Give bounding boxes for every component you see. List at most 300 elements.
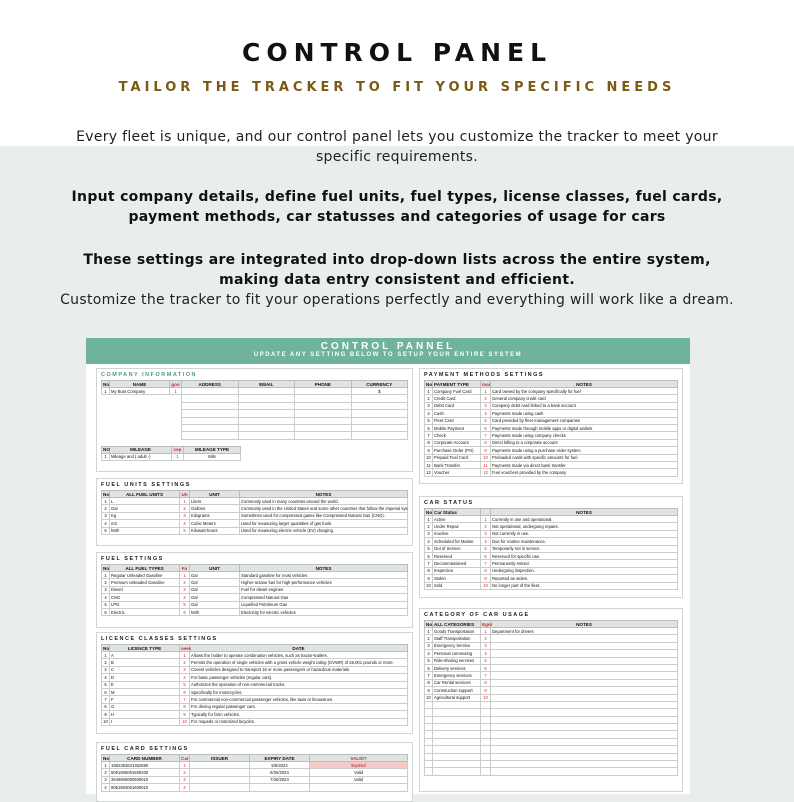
payment-methods-section bbox=[419, 368, 683, 484]
col-header: CURRENCY bbox=[351, 381, 408, 388]
table-row[interactable] bbox=[425, 694, 678, 701]
col-header: UNIT bbox=[190, 565, 240, 572]
table-cell: 6 bbox=[481, 424, 491, 431]
empty-row bbox=[425, 709, 678, 716]
table-cell bbox=[310, 784, 408, 791]
table-cell: Temporarily not in service. bbox=[491, 545, 678, 552]
table-cell: 5061605061508330 bbox=[110, 769, 180, 776]
table-cell: Agricultural support bbox=[433, 694, 481, 701]
licence-classes-section bbox=[96, 632, 413, 734]
col-header: Un bbox=[181, 491, 188, 497]
table-cell: Valid bbox=[310, 776, 408, 783]
table-cell: 8 bbox=[425, 567, 433, 574]
table-cell: 7 bbox=[425, 432, 433, 439]
payment-table bbox=[424, 380, 678, 477]
table-row[interactable] bbox=[425, 410, 678, 417]
col-header: LICENCE TYPE bbox=[110, 645, 180, 652]
table-cell bbox=[190, 776, 250, 783]
table-cell bbox=[481, 731, 491, 738]
col-header: Egor bbox=[482, 621, 493, 627]
table-cell: 10 bbox=[180, 718, 190, 725]
table-cell: 3 bbox=[425, 642, 433, 649]
empty-row bbox=[425, 731, 678, 738]
table-cell: Reserved for specific use. bbox=[491, 552, 678, 559]
table-cell: 4 bbox=[481, 538, 491, 545]
table-cell: 10 bbox=[481, 582, 491, 589]
table-cell: 1 bbox=[180, 652, 190, 659]
table-row[interactable] bbox=[425, 582, 678, 589]
table-cell: Company Fuel Card bbox=[433, 388, 481, 395]
table-cell bbox=[491, 731, 678, 738]
company-section bbox=[96, 368, 413, 472]
table-row[interactable] bbox=[425, 552, 678, 559]
table-cell: Payments made using a purchase order system bbox=[491, 447, 678, 454]
table-row[interactable] bbox=[102, 769, 408, 776]
table-cell: 2 bbox=[180, 505, 190, 512]
table-row[interactable] bbox=[102, 453, 241, 460]
table-cell: Typically for farm vehicles. bbox=[190, 711, 408, 718]
description-integration: These settings are integrated into drop-down lists across the entire system, making data entry consistent and efficient. bbox=[83, 252, 711, 288]
table-cell bbox=[481, 724, 491, 731]
empty-row bbox=[425, 738, 678, 745]
table-row[interactable] bbox=[425, 687, 678, 694]
table-cell: Undergoing inspection. bbox=[491, 567, 678, 574]
table-row[interactable] bbox=[102, 594, 408, 601]
table-cell bbox=[491, 642, 678, 649]
table-cell: Payments made through mobile apps or digital wallets bbox=[491, 424, 678, 431]
table-cell bbox=[425, 731, 433, 738]
header-area bbox=[0, 0, 794, 146]
table-cell bbox=[433, 731, 481, 738]
section-title: FUEL UNITS SETTINGS bbox=[101, 482, 191, 488]
table-cell: Ride-sharing services bbox=[433, 657, 481, 664]
table-cell: 2 bbox=[425, 523, 433, 530]
table-cell: Card provided by fleet management companies bbox=[491, 417, 678, 424]
table-cell: 5 bbox=[481, 657, 491, 664]
table-row[interactable] bbox=[425, 650, 678, 657]
table-cell: L bbox=[110, 498, 180, 505]
table-cell bbox=[481, 746, 491, 753]
table-row[interactable] bbox=[102, 388, 408, 395]
table-row[interactable] bbox=[102, 762, 408, 769]
table-cell: 7 bbox=[481, 432, 491, 439]
table-row[interactable] bbox=[425, 516, 678, 523]
table-cell: 3 bbox=[180, 666, 190, 673]
table-row[interactable] bbox=[425, 575, 678, 582]
col-header: NOTES bbox=[491, 621, 678, 628]
col-header: NAME bbox=[110, 381, 170, 388]
table-cell bbox=[433, 738, 481, 745]
cell: Mils bbox=[184, 453, 241, 460]
table-cell bbox=[425, 738, 433, 745]
table-row[interactable] bbox=[425, 454, 678, 461]
table-row[interactable] bbox=[425, 461, 678, 468]
table-cell: Construction support bbox=[433, 687, 481, 694]
table-cell: 2 bbox=[180, 579, 190, 586]
table-row[interactable] bbox=[102, 579, 408, 586]
table-cell: G bbox=[110, 703, 180, 710]
table-cell: 9 bbox=[481, 447, 491, 454]
table-row[interactable] bbox=[425, 424, 678, 431]
table-cell: Emergency Service bbox=[433, 642, 481, 649]
table-cell: 8061603061608010 bbox=[110, 784, 180, 791]
control-panel-preview bbox=[86, 338, 690, 794]
table-cell: Goods Transportation bbox=[433, 628, 481, 635]
table-cell: 1 bbox=[180, 572, 190, 579]
section-title: FUEL CARD SETTINGS bbox=[101, 746, 189, 752]
table-cell: 10 bbox=[481, 454, 491, 461]
table-cell bbox=[481, 753, 491, 760]
table-cell: Diesel bbox=[110, 586, 180, 593]
table-cell: Card owned by the company specifically for fuel bbox=[491, 388, 678, 395]
table-cell: 8 bbox=[481, 679, 491, 686]
table-cell: Cash bbox=[433, 410, 481, 417]
col-header: No bbox=[103, 381, 110, 387]
table-cell: 2 bbox=[481, 635, 491, 642]
table-row[interactable] bbox=[425, 664, 678, 671]
table-row[interactable] bbox=[425, 432, 678, 439]
table-cell: 3 bbox=[180, 512, 190, 519]
table-cell: 12 bbox=[426, 469, 431, 475]
table-cell bbox=[491, 694, 678, 701]
table-cell bbox=[433, 761, 481, 768]
table-row[interactable] bbox=[102, 520, 408, 527]
table-cell: Scheduled for Mainte bbox=[433, 538, 481, 545]
table-cell bbox=[481, 768, 491, 775]
table-cell: 4 bbox=[180, 784, 190, 791]
table-cell: F bbox=[110, 696, 180, 703]
table-cell: Kilowatt-hours bbox=[190, 527, 240, 534]
table-cell: 4 bbox=[425, 538, 433, 545]
table-cell: No longer part of the fleet. bbox=[491, 582, 678, 589]
table-cell: Reported as stolen. bbox=[491, 575, 678, 582]
table-cell: 3 bbox=[180, 776, 190, 783]
table-row[interactable] bbox=[425, 679, 678, 686]
table-cell: 6 bbox=[425, 664, 433, 671]
table-cell: 2 bbox=[102, 505, 110, 512]
table-cell: Staff Transportation bbox=[433, 635, 481, 642]
table-cell: 9 bbox=[425, 575, 433, 582]
table-cell bbox=[481, 716, 491, 723]
table-cell: Not operational, undergoing repairs. bbox=[491, 523, 678, 530]
table-cell: 12 bbox=[481, 469, 491, 476]
table-cell: 11 bbox=[481, 461, 491, 468]
table-cell bbox=[250, 784, 310, 791]
table-cell: H bbox=[110, 711, 180, 718]
table-row[interactable] bbox=[102, 527, 408, 534]
table-cell: Liquefied Petroleum Gas bbox=[240, 601, 408, 608]
table-cell: Emergency services bbox=[433, 672, 481, 679]
table-cell: 6 bbox=[425, 424, 433, 431]
table-cell: Preloaded cards with specific amounts for fuel bbox=[491, 454, 678, 461]
table-row[interactable] bbox=[425, 657, 678, 664]
table-cell bbox=[433, 768, 481, 775]
col-header: Car Status bbox=[433, 509, 481, 516]
table-cell bbox=[491, 701, 678, 708]
table-cell: Covers vehicles designed to transport 16 or more passengers or hazardous materials. bbox=[190, 666, 408, 673]
col-header: DATE bbox=[190, 645, 408, 652]
table-row[interactable] bbox=[102, 718, 408, 725]
table-cell: 9 bbox=[425, 447, 433, 454]
cell bbox=[295, 388, 352, 395]
fuel-settings-section bbox=[96, 552, 413, 628]
table-cell: 3546605060508010 bbox=[110, 776, 180, 783]
table-cell: 1 bbox=[102, 572, 110, 579]
table-cell: 6/25/2024 bbox=[250, 769, 310, 776]
table-cell bbox=[425, 724, 433, 731]
table-row[interactable] bbox=[102, 703, 408, 710]
col-header: No bbox=[103, 755, 110, 761]
section-title: COMPANY INFORMATION bbox=[101, 372, 198, 378]
table-cell: B bbox=[110, 659, 180, 666]
description-intro: Every fleet is unique, and our control panel lets you customize the tracker to meet your specific requirements. bbox=[76, 129, 718, 165]
table-cell bbox=[491, 657, 678, 664]
table-row[interactable] bbox=[102, 681, 408, 688]
table-cell bbox=[425, 716, 433, 723]
table-cell: 3 bbox=[425, 402, 433, 409]
table-row[interactable] bbox=[102, 505, 408, 512]
cell: 1 bbox=[102, 388, 110, 395]
table-cell: 7/30/2024 bbox=[250, 776, 310, 783]
table-cell: 4 bbox=[180, 594, 190, 601]
table-cell: 4 bbox=[102, 520, 110, 527]
cell bbox=[182, 388, 239, 395]
table-row[interactable] bbox=[102, 659, 408, 666]
page-title: CONTROL PANEL bbox=[241, 38, 553, 67]
table-cell: Electricity for electric vehicles bbox=[240, 608, 408, 615]
table-cell: 3 bbox=[481, 402, 491, 409]
table-cell: 8 bbox=[425, 439, 433, 446]
table-row[interactable] bbox=[102, 784, 408, 791]
table-cell: Payments made using company checks bbox=[491, 432, 678, 439]
table-cell: Credit Card bbox=[433, 395, 481, 402]
table-row[interactable] bbox=[425, 560, 678, 567]
table-cell bbox=[491, 724, 678, 731]
table-cell: Due for routine maintenance. bbox=[491, 538, 678, 545]
table-cell bbox=[433, 709, 481, 716]
table-cell: Gal bbox=[190, 579, 240, 586]
table-cell bbox=[433, 701, 481, 708]
table-cell: 9 bbox=[180, 711, 190, 718]
table-cell: 2 bbox=[102, 769, 110, 776]
table-row[interactable] bbox=[102, 601, 408, 608]
section-title: LICENCE CLASSES SETTINGS bbox=[101, 636, 218, 642]
table-cell bbox=[433, 746, 481, 753]
table-row[interactable] bbox=[425, 439, 678, 446]
table-row[interactable] bbox=[102, 498, 408, 505]
table-row[interactable] bbox=[425, 628, 678, 635]
table-cell: Car Rental services bbox=[433, 679, 481, 686]
table-cell: 4 bbox=[180, 520, 190, 527]
table-row[interactable] bbox=[102, 572, 408, 579]
table-row[interactable] bbox=[102, 652, 408, 659]
car-usage-table bbox=[424, 620, 678, 776]
table-cell: 2 bbox=[102, 579, 110, 586]
table-row[interactable] bbox=[425, 672, 678, 679]
table-cell: 7 bbox=[102, 696, 110, 703]
col-header: No bbox=[103, 565, 110, 571]
col-header: No bbox=[426, 509, 433, 515]
table-cell: 10 bbox=[481, 694, 491, 701]
table-row[interactable] bbox=[425, 469, 678, 476]
col-header: No bbox=[426, 381, 433, 387]
table-cell: Fleet Card bbox=[433, 417, 481, 424]
table-cell: 1 bbox=[102, 652, 110, 659]
table-cell: Sometimes used for compressed gases like Compressed Natural Gas (CNG). bbox=[240, 512, 408, 519]
col-header: MILEAGE bbox=[110, 446, 172, 453]
table-row[interactable] bbox=[102, 674, 408, 681]
table-row[interactable] bbox=[102, 688, 408, 695]
table-cell: 4 bbox=[425, 650, 433, 657]
table-cell: 7 bbox=[425, 672, 433, 679]
cell: Mileage and ( adult -) bbox=[110, 453, 172, 460]
table-cell bbox=[491, 753, 678, 760]
table-row[interactable] bbox=[102, 608, 408, 615]
table-cell bbox=[491, 687, 678, 694]
table-cell bbox=[425, 701, 433, 708]
col-header: CARD NUMBER bbox=[110, 755, 180, 762]
table-cell: 3 bbox=[102, 586, 110, 593]
table-cell: 1 bbox=[425, 516, 433, 523]
table-cell: 1 bbox=[425, 628, 433, 635]
table-row[interactable] bbox=[425, 402, 678, 409]
table-row[interactable] bbox=[425, 567, 678, 574]
cell bbox=[238, 388, 295, 395]
table-cell: 3 bbox=[481, 530, 491, 537]
licence-table bbox=[101, 644, 408, 726]
table-cell: Prepaid Fuel Card bbox=[433, 454, 481, 461]
table-row[interactable] bbox=[425, 538, 678, 545]
table-cell bbox=[491, 664, 678, 671]
fuel-settings-table bbox=[101, 564, 408, 616]
col-header: sees bbox=[181, 645, 192, 651]
col-header: PAYMENT TYPE bbox=[433, 381, 481, 388]
table-cell: 9 bbox=[481, 575, 491, 582]
table-cell: 9 bbox=[481, 687, 491, 694]
table-cell: 3 bbox=[481, 642, 491, 649]
table-cell bbox=[425, 768, 433, 775]
table-cell: CNG bbox=[110, 594, 180, 601]
table-row[interactable] bbox=[425, 545, 678, 552]
col-header: VALID? bbox=[310, 755, 408, 762]
table-row[interactable] bbox=[425, 635, 678, 642]
table-cell bbox=[491, 768, 678, 775]
table-cell: Mobile Payment bbox=[433, 424, 481, 431]
table-row[interactable] bbox=[102, 711, 408, 718]
table-row[interactable] bbox=[425, 530, 678, 537]
table-cell bbox=[425, 761, 433, 768]
col-header: ALL FUEL TYPES bbox=[110, 565, 180, 572]
empty-row bbox=[425, 746, 678, 753]
table-row[interactable] bbox=[425, 642, 678, 649]
table-cell: 2 bbox=[425, 635, 433, 642]
table-cell: 10 bbox=[426, 695, 431, 701]
table-cell: 2 bbox=[180, 769, 190, 776]
table-cell: Expired bbox=[310, 762, 408, 769]
table-cell: 6 bbox=[180, 688, 190, 695]
table-row[interactable] bbox=[425, 523, 678, 530]
table-cell bbox=[491, 650, 678, 657]
table-cell: 4 bbox=[481, 650, 491, 657]
table-cell: 5 bbox=[180, 601, 190, 608]
table-row[interactable] bbox=[102, 776, 408, 783]
empty-row bbox=[425, 701, 678, 708]
table-cell: Liters bbox=[190, 498, 240, 505]
table-cell bbox=[190, 762, 250, 769]
table-row[interactable] bbox=[425, 417, 678, 424]
col-header: Car bbox=[181, 755, 189, 761]
table-cell: 3 bbox=[102, 666, 110, 673]
table-cell: Regular Unleaded Gasoline bbox=[110, 572, 180, 579]
table-cell: 9 bbox=[102, 711, 110, 718]
table-cell bbox=[491, 672, 678, 679]
cell: 1 bbox=[102, 453, 110, 460]
col-header: ALL FUEL UNITS bbox=[110, 491, 180, 498]
fuel-card-section bbox=[96, 742, 413, 802]
cell: $ bbox=[351, 388, 408, 395]
table-cell: Specifically for motorcycles. bbox=[190, 688, 408, 695]
table-cell: Gal bbox=[190, 572, 240, 579]
table-cell bbox=[190, 784, 250, 791]
col-header: UNIT bbox=[190, 491, 240, 498]
table-cell: 5 bbox=[180, 527, 190, 534]
table-cell: 6 bbox=[180, 608, 190, 615]
table-cell bbox=[425, 746, 433, 753]
table-cell: 10 bbox=[426, 583, 431, 589]
section-title: PAYMENT METHODS SETTINGS bbox=[424, 372, 545, 378]
table-cell: Gal bbox=[190, 594, 240, 601]
table-cell: Used for measuring larger quantities of gas fuels. bbox=[240, 520, 408, 527]
table-cell: 3 bbox=[102, 512, 110, 519]
table-cell: Debit Card bbox=[433, 402, 481, 409]
table-cell: Active bbox=[433, 516, 481, 523]
table-row[interactable] bbox=[425, 447, 678, 454]
table-cell: 4 bbox=[102, 594, 110, 601]
table-row[interactable] bbox=[425, 388, 678, 395]
table-cell: Compressed Natural Gas bbox=[240, 594, 408, 601]
col-header: NOTES bbox=[240, 491, 408, 498]
table-cell: 2 bbox=[180, 659, 190, 666]
table-cell bbox=[481, 738, 491, 745]
company-table bbox=[101, 380, 408, 440]
table-cell: 8 bbox=[481, 439, 491, 446]
table-cell: Premium Unleaded Gasoline bbox=[110, 579, 180, 586]
table-cell: 1 bbox=[481, 388, 491, 395]
col-header: PHONE bbox=[295, 381, 352, 388]
table-row[interactable] bbox=[102, 586, 408, 593]
cell: My Bust Company bbox=[110, 388, 170, 395]
table-cell: 8 bbox=[180, 703, 190, 710]
table-cell: 5/5/2024 bbox=[250, 762, 310, 769]
table-cell bbox=[491, 709, 678, 716]
table-row[interactable] bbox=[102, 696, 408, 703]
table-cell: 1 bbox=[425, 388, 433, 395]
table-cell: 5 bbox=[425, 657, 433, 664]
table-cell bbox=[481, 701, 491, 708]
table-cell: 1 bbox=[180, 762, 190, 769]
table-cell bbox=[433, 716, 481, 723]
table-cell: 1 bbox=[481, 516, 491, 523]
table-row[interactable] bbox=[102, 512, 408, 519]
table-cell: Payments made via direct bank transfer bbox=[491, 461, 678, 468]
table-cell: Commonly used in many countries around the world. bbox=[240, 498, 408, 505]
car-status-table bbox=[424, 508, 678, 590]
table-row[interactable] bbox=[425, 395, 678, 402]
table-cell: Gallons bbox=[190, 505, 240, 512]
empty-row bbox=[425, 724, 678, 731]
table-row[interactable] bbox=[102, 666, 408, 673]
table-cell: M bbox=[110, 688, 180, 695]
